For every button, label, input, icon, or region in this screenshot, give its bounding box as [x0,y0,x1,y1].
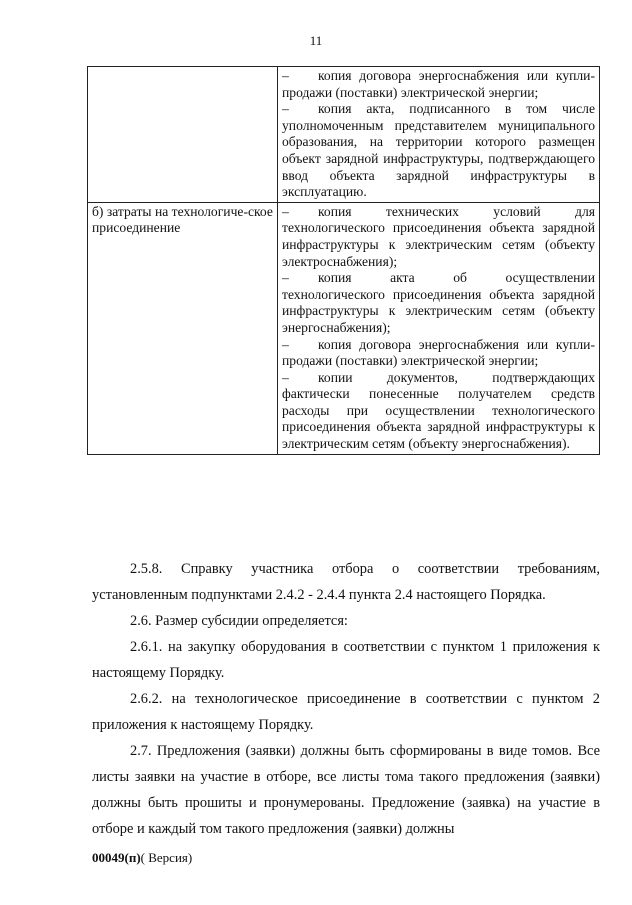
list-item [282,270,595,336]
paragraph: 2.5.8. Справку участника отбора о соответствии требованиям, установленным подпунктами 2.4.2 - 2.4.4 пункта 2.4 настоящего Порядка. [92,561,600,603]
document-version: ( Версия) [140,850,193,865]
footer [92,850,192,866]
list-item-text: копии документов, подтверждающих фактически понесенные получателем средств расходы при осуществлении технологического присоединения объекта зарядной инфраструктуры к электрическим сетям (объекту энергоснабжения). [282,369,595,452]
dash-marker: – [282,369,289,385]
list-item-text: копия технических условий для технологического присоединения объекта зарядной инфраструктуры к электрическим сетям (объекту электроснабжения); [282,203,595,269]
table-cell-right [278,67,600,203]
page-number: 11 [309,33,323,48]
document-code: 00049(п) [92,850,141,865]
dash-marker: – [282,101,289,117]
list-item-text: копия акта об осуществлении технологического присоединения объекта зарядной инфраструктуры к электрическим сетям (объекту энергоснабжения); [282,270,595,335]
list-item [282,204,595,270]
table-cell-left: б) затраты на технологиче-ское присоединение [88,202,278,454]
requirements-table [87,66,600,455]
paragraph: 2.6.2. на технологическое присоединение в соответствии с пунктом 2 приложения к настоящему Порядку. [92,691,600,733]
paragraph: 2.7. Предложения (заявки) должны быть сформированы в виде томов. Все листы заявки на участие в отборе, все листы тома такого предложения (заявки) должны быть прошиты и пронумерованы. Предложение (заявка) на участие в отборе и каждый том такого предложения (заявки) должны [92,743,600,837]
list-item-text: копия договора энергоснабжения или купли-продажи (поставки) электрической энергии; [282,336,595,369]
dash-marker: – [282,203,289,219]
dash-marker: – [282,336,289,352]
list-item-text: копия акта, подписанного в том числе уполномоченным представителем муниципального образования, на территории которого размещен объект зарядной инфраструктуры, подтверждающего ввод объекта зарядной инфраструктуры в эксплуатацию. [282,101,595,200]
table-cell-right [278,202,600,454]
paragraph: 2.6.1. на закупку оборудования в соответствии с пунктом 1 приложения к настоящему Порядку. [92,639,600,681]
table-cell-left [88,67,278,203]
list-item [282,101,595,201]
list-item-text: копия договора энергоснабжения или купли-продажи (поставки) электрической энергии; [282,68,595,100]
table-row [88,67,600,203]
dash-marker: – [282,270,289,286]
list-item [282,370,595,453]
body-text [92,556,600,842]
list-item [282,68,595,101]
list-item [282,337,595,370]
table-row [88,202,600,454]
paragraph: 2.6. Размер субсидии определяется: [130,613,348,629]
dash-marker: – [282,68,289,83]
